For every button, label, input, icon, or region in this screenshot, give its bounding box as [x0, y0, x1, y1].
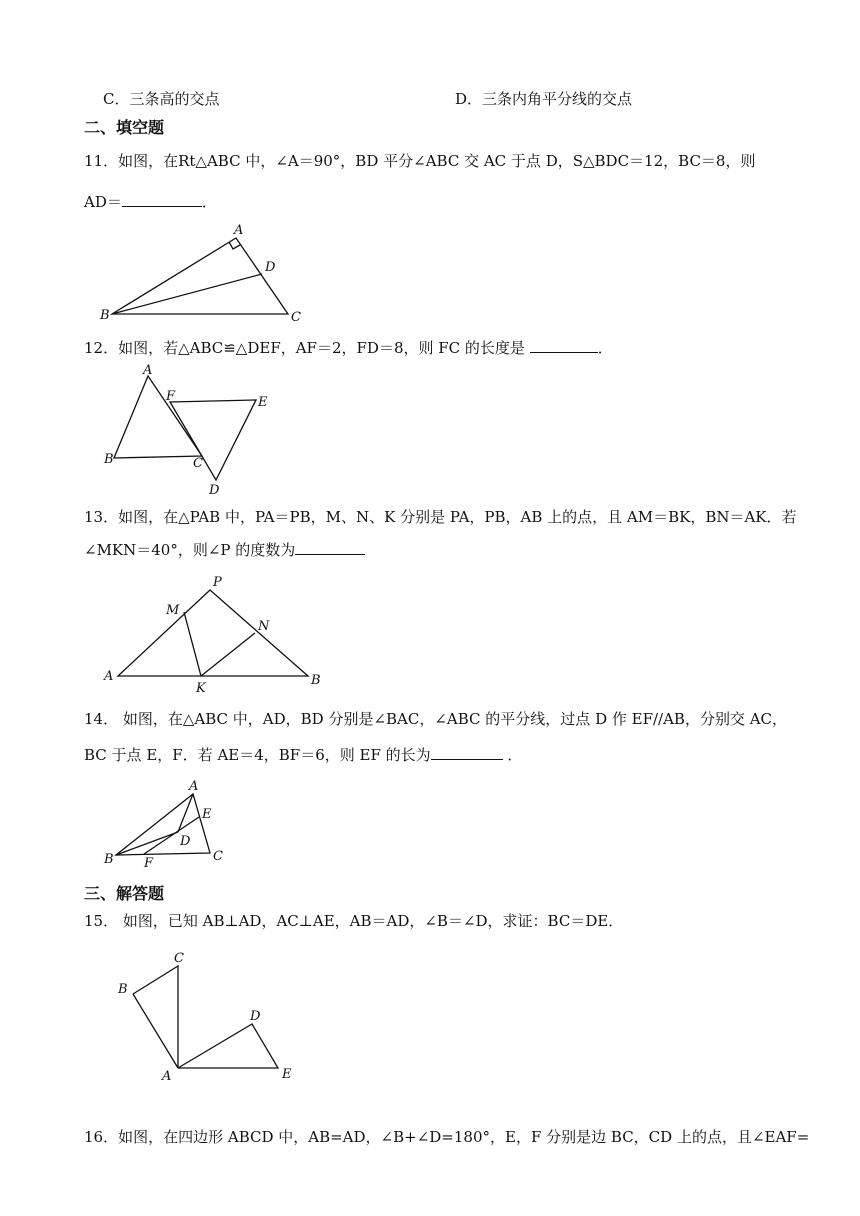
q14-label-f: F [144, 856, 154, 871]
q14-label-b: B [104, 852, 114, 867]
q11-prefix: AD＝ [84, 193, 122, 211]
q11-label-d: D [265, 260, 276, 275]
q15-label-e: E [282, 1067, 292, 1082]
q14-question-end: BC 于点 E，F．若 AE＝4，BF＝6，则 EF 的长为 [84, 746, 431, 764]
q15-label-c: C [174, 951, 184, 966]
q14-label-a: A [189, 779, 199, 794]
q14-text-line1: 14． 如图，在△ABC 中，AD，BD 分别是∠BAC，∠ABC 的平分线，过点 D 作 EF//AB，分别交 AC， [84, 710, 788, 728]
q14-label-c: C [213, 849, 223, 864]
q12-label-f: F [166, 389, 176, 404]
q11-label-c: C [291, 310, 301, 325]
q13-question-end: ∠MKN＝40°，则∠P 的度数为 [84, 541, 296, 559]
q15-triangle-abc-part [133, 966, 178, 1068]
q13-label-a: A [104, 669, 114, 684]
q14-suffix: ． [507, 746, 523, 764]
section-title-fill-blank: 二、填空题 [84, 118, 165, 137]
q15-label-d: D [250, 1009, 261, 1024]
q15-text: 15． 如图，已知 AB⊥AD，AC⊥AE，AB＝AD，∠B＝∠D，求证：BC＝DE． [84, 912, 624, 930]
section-title-solve: 三、解答题 [84, 884, 165, 903]
q12-label-b: B [104, 452, 114, 467]
q13-label-p: P [213, 575, 222, 590]
q12-label-e: E [258, 395, 268, 410]
q11-text-line1: 11．如图，在Rt△ABC 中，∠A＝90°，BD 平分∠ABC 交 AC 于点 D，S△BDC＝12，BC＝8，则 [84, 152, 756, 170]
q13-text-line1: 13．如图，在△PAB 中，PA＝PB，M、N、K 分别是 PA，PB，AB 上的点，且 AM＝BK，BN＝AK．若 [84, 508, 797, 526]
q14-label-d: D [180, 834, 191, 849]
q13-label-n: N [258, 619, 270, 634]
q13-label-b: B [311, 673, 321, 688]
option-d: D．三条内角平分线的交点 [455, 90, 633, 108]
q11-suffix: ． [201, 193, 217, 211]
q11-label-b: B [100, 308, 110, 323]
q13-label-k: K [196, 681, 206, 696]
q11-label-a: A [234, 223, 244, 238]
q15-triangle-ade [178, 1024, 278, 1068]
option-c: C．三条高的交点 [103, 90, 220, 108]
q12-label-a: A [143, 363, 153, 378]
q12-label-c: C [193, 456, 203, 471]
q12-suffix: ． [597, 339, 613, 357]
q15-label-a: A [162, 1069, 172, 1084]
q12-label-d: D [209, 483, 220, 498]
q16-text: 16．如图，在四边形 ABCD 中，AB=AD，∠B+∠D=180°，E，F 分别是边 BC，CD 上的点，且∠EAF= [84, 1128, 810, 1146]
q14-label-e: E [202, 807, 212, 822]
q15-label-b: B [118, 982, 128, 997]
q12-question: 12．如图，若△ABC≌△DEF，AF＝2，FD＝8，则 FC 的长度是 [84, 339, 525, 357]
q13-label-m: M [166, 603, 180, 618]
q15-segment-ab [133, 994, 178, 1068]
